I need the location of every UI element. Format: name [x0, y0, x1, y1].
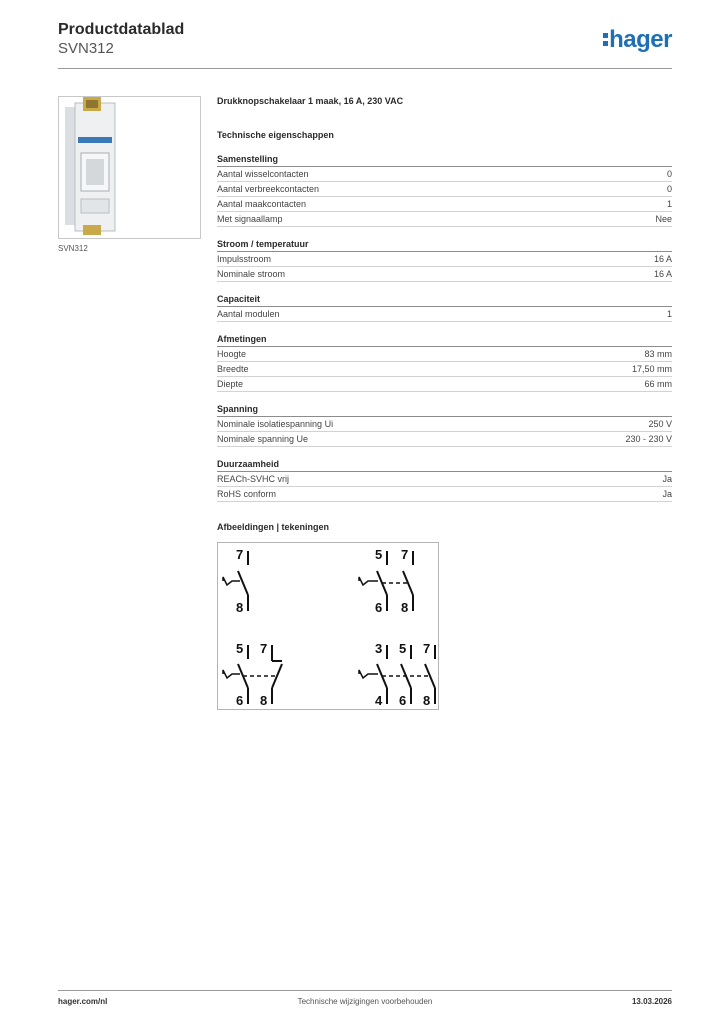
- spec-value: 16 A: [653, 269, 672, 279]
- hager-logo: [603, 27, 672, 53]
- section-afmetingen: [217, 334, 672, 392]
- footer-website-link[interactable]: hager.com/nl: [58, 997, 108, 1006]
- spec-row: [217, 212, 672, 227]
- spec-row: [217, 377, 672, 392]
- header-divider: [58, 68, 672, 69]
- logo-colon-icon: [603, 27, 608, 46]
- terminal-label: 7: [260, 641, 268, 656]
- spec-label: Nominale isolatiespanning Ui: [217, 419, 334, 429]
- spec-label: Aantal maakcontacten: [217, 199, 307, 209]
- terminal-label: 7: [401, 547, 409, 562]
- modular-switch-image-icon: [59, 97, 200, 238]
- logo-text: hager: [609, 26, 672, 53]
- spec-value: 1: [666, 199, 672, 209]
- photo-caption: SVN312: [58, 244, 88, 253]
- spec-value: 0: [666, 184, 672, 194]
- spec-value: Nee: [655, 214, 672, 224]
- spec-label: Aantal wisselcontacten: [217, 169, 309, 179]
- contact-symbol-icon: [223, 645, 282, 704]
- section-duurzaamheid: [217, 459, 672, 502]
- spec-value: Ja: [662, 489, 672, 499]
- section-spanning: [217, 404, 672, 447]
- section-title: Stroom / temperatuur: [217, 239, 672, 252]
- spec-row: [217, 182, 672, 197]
- spec-row: [217, 167, 672, 182]
- spec-label: REACh-SVHC vrij: [217, 474, 290, 484]
- spec-row: [217, 472, 672, 487]
- product-description: Drukknopschakelaar 1 maak, 16 A, 230 VAC: [217, 96, 404, 106]
- wiring-diagrams: [217, 542, 439, 710]
- terminal-label: 8: [401, 600, 409, 615]
- footer-date: 13.03.2026: [631, 997, 672, 1006]
- spec-label: Nominale stroom: [217, 269, 286, 279]
- section-title: Samenstelling: [217, 154, 672, 167]
- terminal-label: 4: [375, 693, 383, 708]
- terminal-label: 8: [260, 693, 268, 708]
- spec-row: [217, 417, 672, 432]
- spec-content: [217, 96, 672, 710]
- spec-row: [217, 432, 672, 447]
- terminal-label: 5: [399, 641, 407, 656]
- spec-value: 0: [666, 169, 672, 179]
- terminal-label: 8: [236, 600, 244, 615]
- spec-row: [217, 362, 672, 377]
- spec-value: 83 mm: [644, 349, 672, 359]
- spec-label: Aantal verbreekcontacten: [217, 184, 320, 194]
- diagram-1: [223, 547, 248, 615]
- spec-label: Met signaallamp: [217, 214, 283, 224]
- terminal-label: 6: [375, 600, 383, 615]
- terminal-label: 8: [423, 693, 431, 708]
- footer-notice: Technische wijzigingen voorbehouden: [297, 997, 433, 1006]
- spec-label: Breedte: [217, 364, 249, 374]
- spec-label: Impulsstroom: [217, 254, 272, 264]
- terminal-label: 5: [236, 641, 244, 656]
- terminal-label: 6: [399, 693, 407, 708]
- spec-row: [217, 347, 672, 362]
- spec-value: 1: [666, 309, 672, 319]
- spec-value: 66 mm: [644, 379, 672, 389]
- spec-row: [217, 307, 672, 322]
- section-title: Afmetingen: [217, 334, 672, 347]
- spec-value: 250 V: [648, 419, 672, 429]
- wiring-diagram-svg: [218, 543, 438, 709]
- document-title: Productdatablad: [58, 21, 185, 38]
- footer-divider: [58, 990, 672, 991]
- spec-value: 17,50 mm: [631, 364, 672, 374]
- terminal-label: 6: [236, 693, 244, 708]
- terminal-label: 5: [375, 547, 383, 562]
- spec-value: Ja: [662, 474, 672, 484]
- section-capaciteit: [217, 294, 672, 322]
- drawings-title: Afbeeldingen | tekeningen: [217, 522, 330, 532]
- spec-label: RoHS conform: [217, 489, 277, 499]
- spec-row: [217, 197, 672, 212]
- spec-label: Aantal modulen: [217, 309, 280, 319]
- section-title: Capaciteit: [217, 294, 672, 307]
- spec-label: Nominale spanning Ue: [217, 434, 309, 444]
- spec-row: [217, 487, 672, 502]
- spec-row: [217, 252, 672, 267]
- product-photo: [58, 96, 201, 239]
- document-subtitle: SVN312: [58, 40, 114, 57]
- tech-properties-title: Technische eigenschappen: [217, 130, 334, 140]
- section-title: Spanning: [217, 404, 672, 417]
- page-header: [58, 21, 672, 69]
- diagram-3: [223, 641, 282, 708]
- diagram-2: [359, 547, 413, 615]
- diagram-4: [359, 641, 435, 708]
- terminal-label: 7: [236, 547, 244, 562]
- terminal-label: 3: [375, 641, 383, 656]
- terminal-label: 7: [423, 641, 431, 656]
- section-stroom-temperatuur: [217, 239, 672, 282]
- spec-row: [217, 267, 672, 282]
- spec-value: 230 - 230 V: [625, 434, 672, 444]
- spec-label: Hoogte: [217, 349, 247, 359]
- section-samenstelling: [217, 154, 672, 227]
- section-title: Duurzaamheid: [217, 459, 672, 472]
- spec-label: Diepte: [217, 379, 244, 389]
- spec-value: 16 A: [653, 254, 672, 264]
